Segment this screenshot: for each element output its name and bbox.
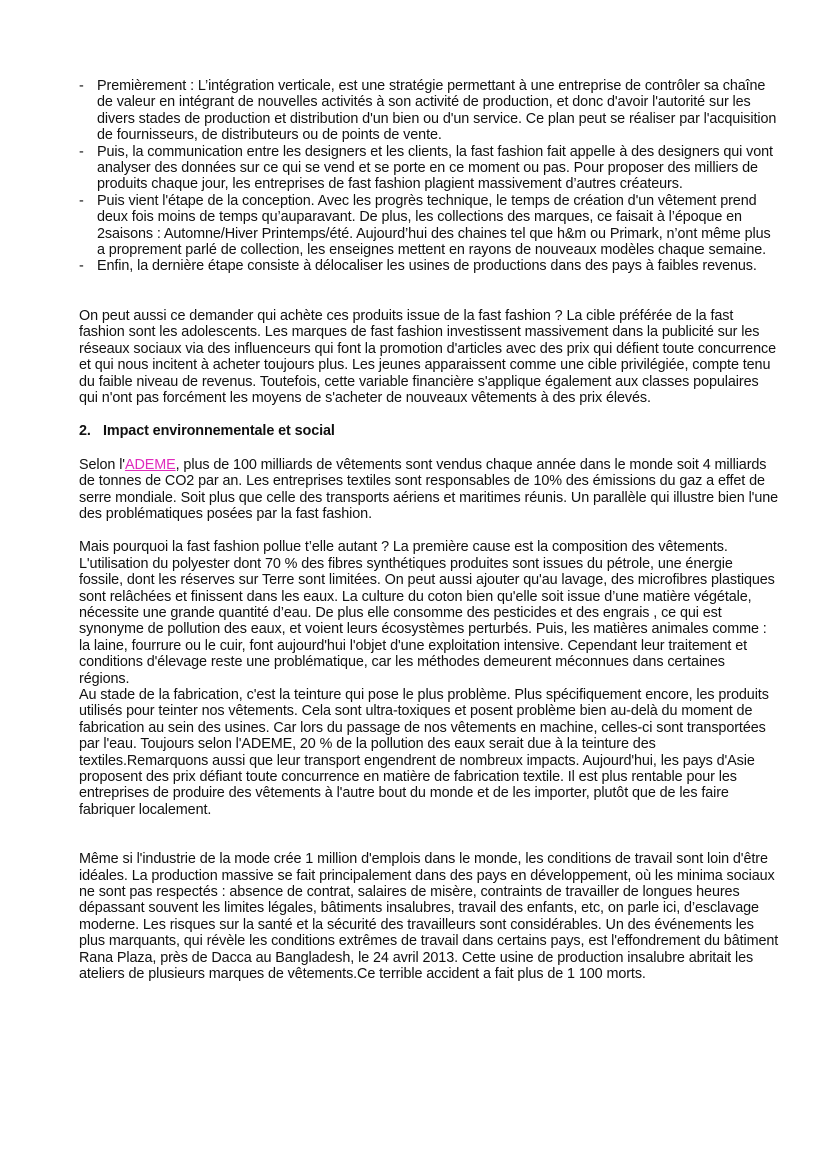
list-item-text: Puis, la communication entre les designers et les clients, la fast fashion fait appelle à des designers qui vont analyser des données sur ce qui se vend et se porte en ce moment ou pas. Pour proposer des milliers de produits chaque jour, les entreprises de fast fashion plagient massivement d’autres créateurs. xyxy=(97,143,773,193)
list-item xyxy=(79,78,779,144)
list-item-text: Premièrement : L’intégration verticale, est une stratégie permettant à une entreprise de contrôler sa chaîne de valeur en intégrant de nouvelles activités à son activité de production, et donc d'avoir l'autorité sur les divers stades de production et distribution d'un bien ou d'un service. Ce plan peut se réaliser par l'acquisition de fournisseurs, de distributeurs ou de points de vente. xyxy=(97,78,777,144)
document-page xyxy=(79,78,779,983)
section-heading xyxy=(79,423,779,439)
paragraph-social-conditions: Même si l'industrie de la mode crée 1 million d'emplois dans le monde, les conditions de travail sont loin d'être idéales. La production massive se fait principalement dans des pays en développement, où les minima sociaux ne sont pas respectés : absence de contrat, salaires de misère, contraints de travailler de longues heures dépassant souvent les limites légales, bâtiments insalubres, travail des enfants, etc, on parle ici, d’esclavage moderne. Les risques sur la santé et la sécurité des travailleurs sont considérables. Un des événements les plus marquants, qui révèle les conditions extrêmes de travail dans certains pays, est l'effondrement du bâtiment Rana Plaza, près de Dacca au Bangladesh, le 24 avril 2013. Cette usine de production insalubre abritait les ateliers de plusieurs marques de vêtements.Ce terrible accident a fait plus de 1 100 morts. xyxy=(79,851,779,983)
list-dash-marker: - xyxy=(79,192,84,209)
list-item xyxy=(79,258,779,274)
list-item xyxy=(79,193,779,259)
paragraph-fabrication: Au stade de la fabrication, c'est la teinture qui pose le plus problème. Plus spécifiquement encore, les produits utilisés pour teinter nos vêtements. Cela sont ultra-toxiques et posent problème bien au-delà du moment de fabrication au sein des usines. Car lors du passage de nos vêtements en machine, celles-ci sont transportées par l'eau. Toujours selon l'ADEME, 20 % de la pollution des eaux serait due à la teinture des textiles.Remarquons aussi que leur transport engendrent de nombreux impacts. Aujourd'hui, les pays d'Asie proposent des prix défiant toute concurrence en matière de fabrication textile. Il est plus rentable pour les entreprises de produire des vêtements à l'autre bout du monde et de les importer, plutôt que de les faire fabriquer localement. xyxy=(79,687,769,818)
spacer xyxy=(79,406,779,423)
spacer xyxy=(79,275,779,308)
paragraph-ademe-prefix: Selon l' xyxy=(79,456,125,473)
list-item xyxy=(79,144,779,193)
list-dash-marker: - xyxy=(79,143,84,160)
ademe-link[interactable]: ADEME xyxy=(124,456,176,473)
spacer xyxy=(79,818,779,851)
production-steps-list xyxy=(79,78,779,275)
paragraph-ademe xyxy=(79,457,779,523)
list-item-text: Enfin, la dernière étape consiste à délocaliser les usines de productions dans des pays à faibles revenus. xyxy=(97,258,757,275)
list-dash-marker: - xyxy=(79,78,84,94)
paragraph-target-audience: On peut aussi ce demander qui achète ces produits issue de la fast fashion ? La cible préférée de la fast fashion sont les adolescents. Les marques de fast fashion investissent massivement dans la publicité sur les réseaux sociaux via des influenceurs qui font la promotion d'articles avec des prix qui défient toute concurrence et qui nous incitent à acheter toujours plus. Les jeunes apparaissent comme une cible privilégiée, compte tenu du faible niveau de revenus. Toutefois, cette variable financière s'applique également aux classes populaires qui n'ont pas forcément les moyens de s'acheter de nouveaux vêtements à des prix élevés. xyxy=(79,307,776,406)
paragraph-ademe-suffix: , plus de 100 milliards de vêtements sont vendus chaque année dans le monde soit 4 milliards de tonnes de CO2 par an. Les entreprises textiles sont responsables de 10% des émissions du gaz a effet de serre mondiale. Soit plus que celle des transports aériens et maritimes réunis. Un parallèle qui illustre bien l'une des problématiques posées par la fast fashion. xyxy=(79,456,779,522)
paragraph-pollution: Mais pourquoi la fast fashion pollue t’elle autant ? La première cause est la composition des vêtements. L'utilisation du polyester dont 70 % des fibres synthétiques produites sont issues du pétrole, une énergie fossile, dont les réserves sur Terre sont limitées. On peut aussi ajouter qu'au lavage, des microfibres plastiques sont relâchées et finissent dans les eaux. La culture du coton bien qu'elle soit issue d’une matière végétale, nécessite une grande quantité d’eau. De plus elle consomme des pesticides et des engrais , ce qui est synonyme de pollution des eaux, et voient leurs écosystèmes perturbés. Puis, les matières animales comme : la laine, fourrure ou le cuir, font aujourd'hui l'objet d'une exploitation intensive. Cependant leur traitement et conditions d'élevage reste une problématique, car les méthodes demeurent méconnues dans certaines régions. xyxy=(79,539,775,687)
section-title: Impact environnementale et social xyxy=(103,423,335,440)
spacer xyxy=(79,522,779,539)
section-number: 2. xyxy=(79,423,91,440)
spacer xyxy=(79,440,779,457)
list-dash-marker: - xyxy=(79,258,84,275)
list-item-text: Puis vient l'étape de la conception. Avec les progrès technique, le temps de création d'un vêtement prend deux fois moins de temps qu’auparavant. De plus, les collections des marques, ce faisait à l’époque en 2saisons : Automne/Hiver Printemps/été. Aujourd’hui des chaines tel que h&m ou Primark, n’ont même plus a proprement parlé de collection, les enseignes mettent en rayons de nouveaux modèles chaque semaine. xyxy=(97,192,771,259)
